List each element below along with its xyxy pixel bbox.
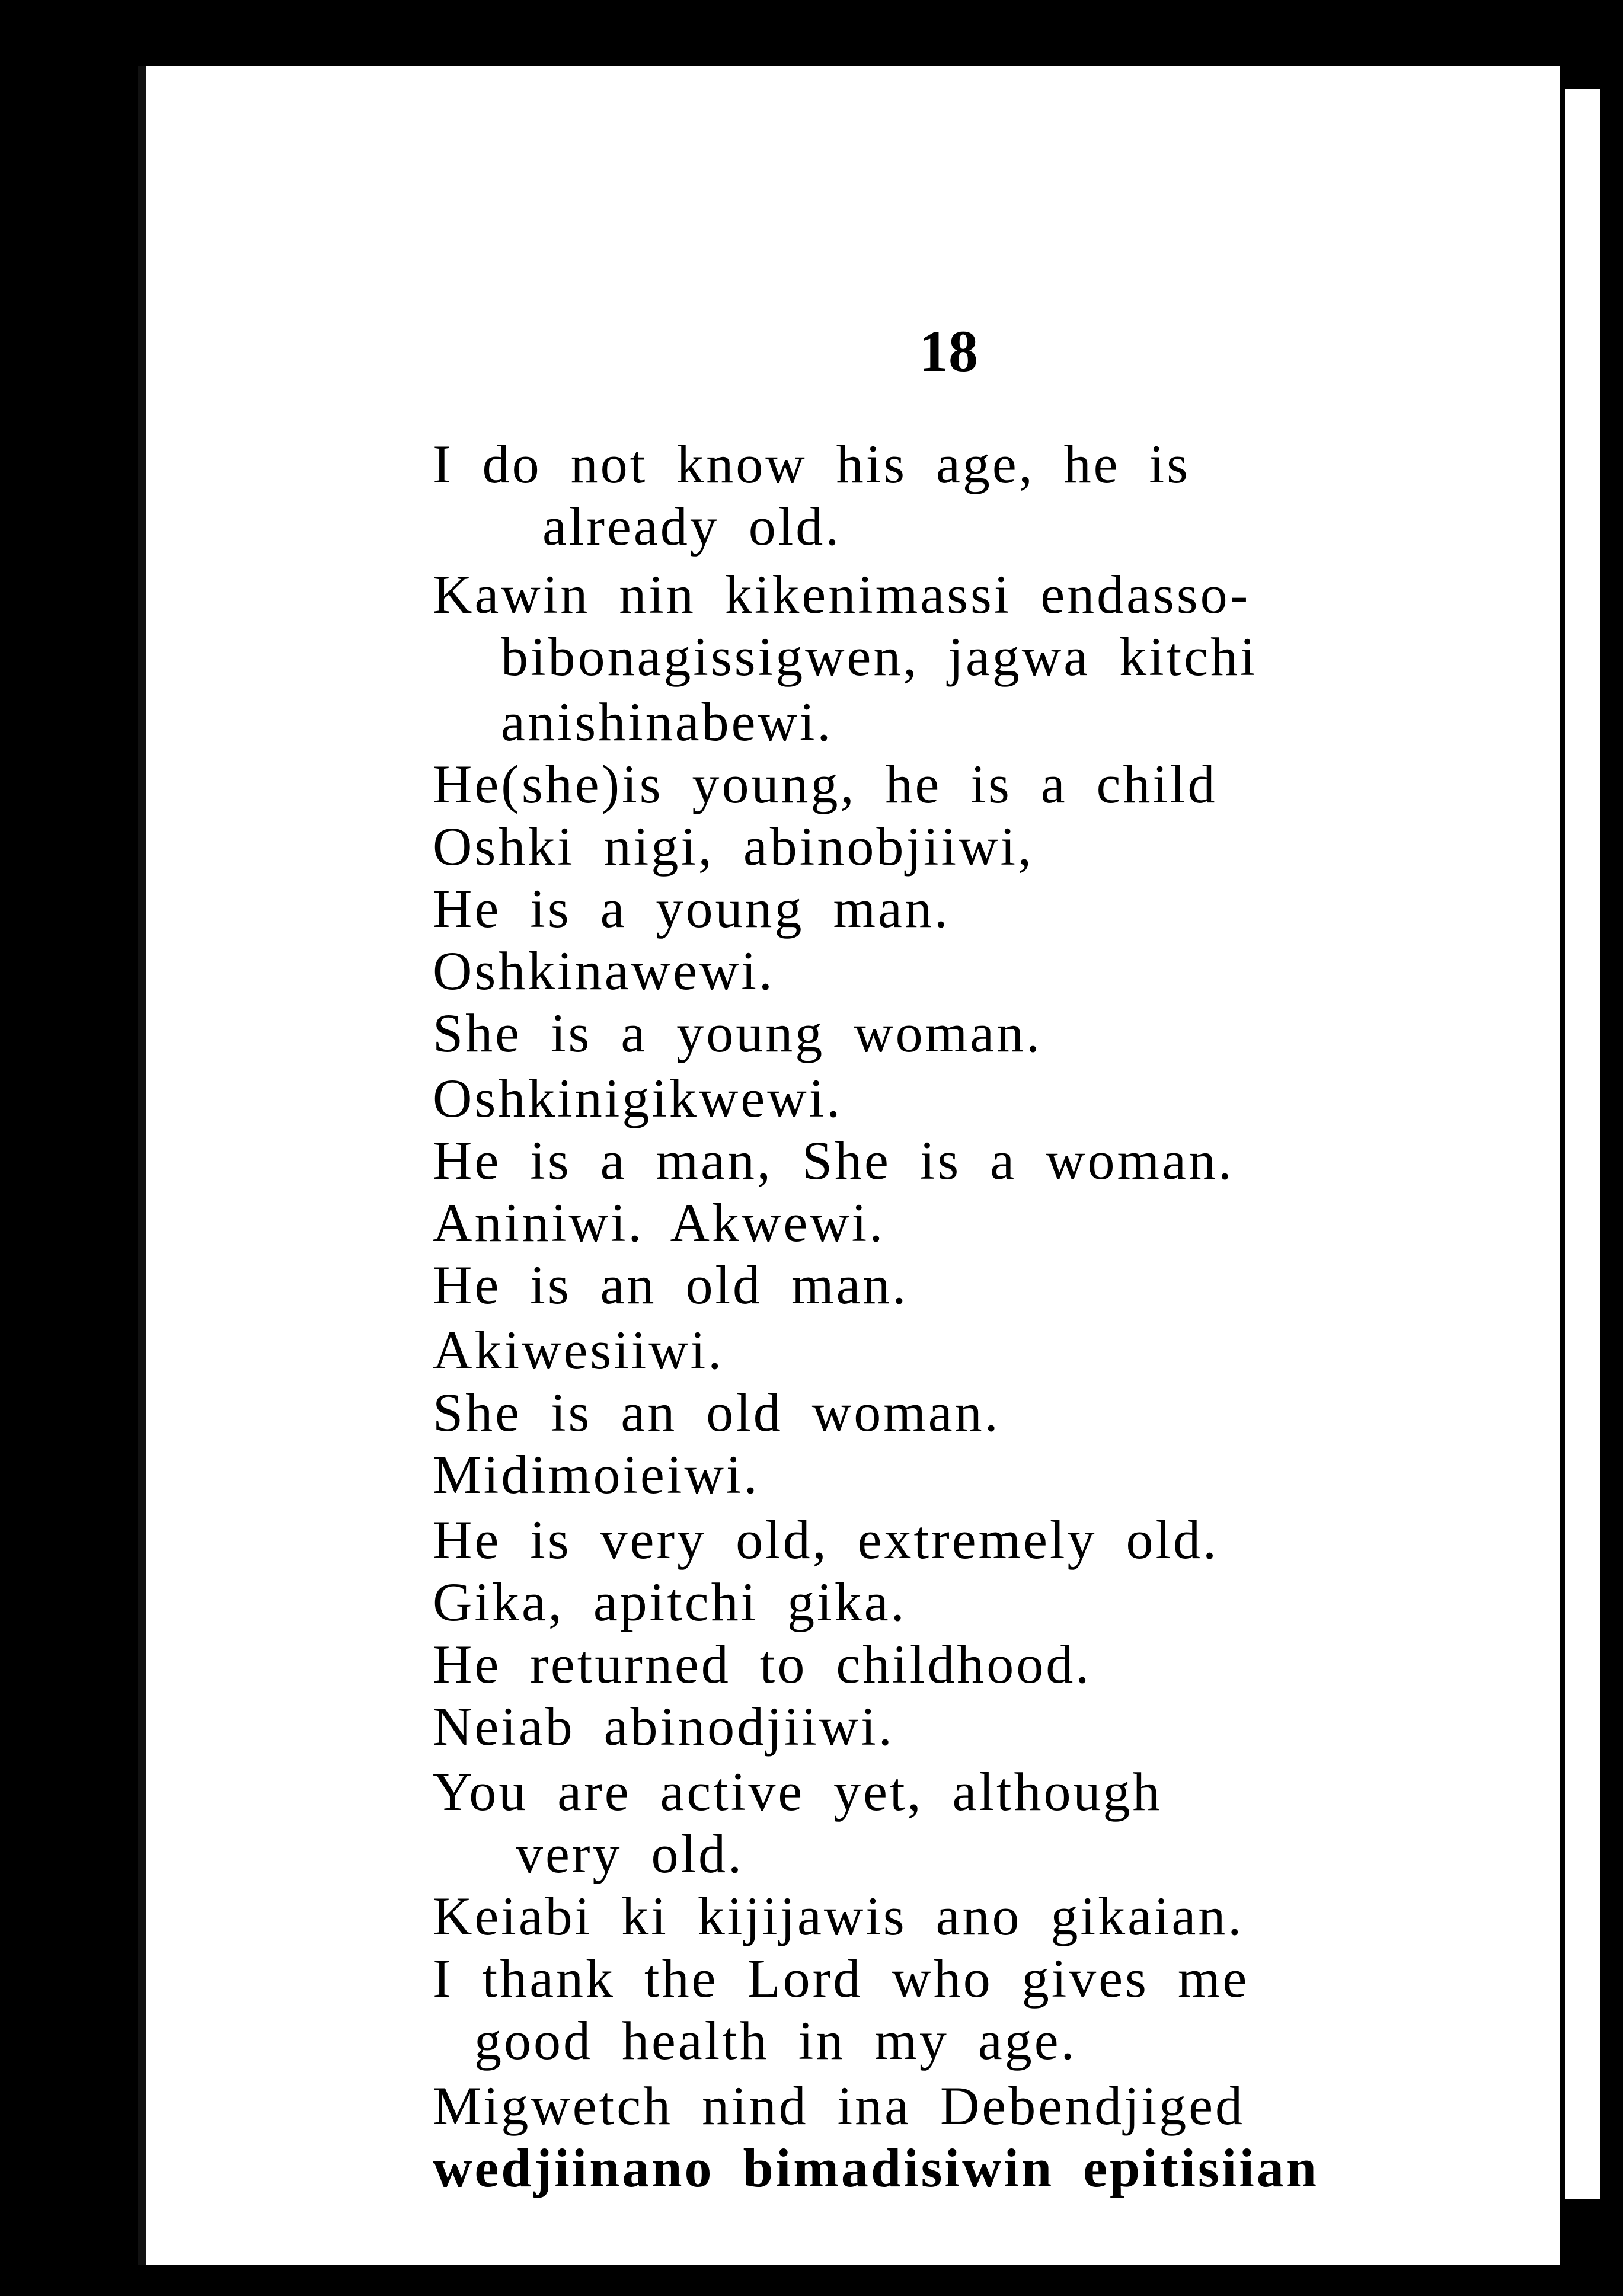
text-line: Oshkinigikwewi. bbox=[433, 1068, 843, 1128]
text-line: anishinabewi. bbox=[501, 692, 833, 752]
text-line: Midimoieiwi. bbox=[433, 1444, 760, 1505]
text-line: Oshki nigi, abinobjiiwi, bbox=[433, 816, 1034, 877]
text-line: bibonagissigwen, jagwa kitchi bbox=[501, 626, 1258, 687]
text-line: Oshkinawewi. bbox=[433, 941, 775, 1001]
text-line: already old. bbox=[542, 496, 842, 557]
text-line: Keiabi ki kijijawis ano gikaian. bbox=[433, 1886, 1244, 1946]
text-line: very old. bbox=[516, 1824, 745, 1884]
text-line: He is a man, She is a woman. bbox=[433, 1130, 1234, 1191]
text-line: Aniniwi. Akwewi. bbox=[433, 1192, 886, 1253]
text-line: I thank the Lord who gives me bbox=[433, 1948, 1250, 2009]
text-line: You are active yet, although bbox=[433, 1761, 1162, 1822]
text-line: Kawin nin kikenimassi endasso- bbox=[433, 564, 1251, 625]
text-line: He returned to childhood. bbox=[433, 1634, 1092, 1694]
text-line: wedjiinano bimadisiwin epitisiian bbox=[433, 2138, 1319, 2198]
text-line: good health in my age. bbox=[474, 2010, 1077, 2071]
text-line: I do not know his age, he is bbox=[433, 434, 1190, 494]
text-line: Akiwesiiwi. bbox=[433, 1320, 724, 1380]
text-line: She is an old woman. bbox=[433, 1382, 1001, 1443]
text-line: Neiab abinodjiiwi. bbox=[433, 1696, 894, 1757]
text-line: He is a young man. bbox=[433, 878, 950, 939]
text-line: He(she)is young, he is a child bbox=[433, 754, 1218, 814]
text-line: He is very old, extremely old. bbox=[433, 1510, 1219, 1570]
text-line: Migwetch nind ina Debendjiged bbox=[433, 2076, 1245, 2136]
text-line: Gika, apitchi gika. bbox=[433, 1572, 907, 1632]
text-line: He is an old man. bbox=[433, 1255, 909, 1315]
text-line: She is a young woman. bbox=[433, 1003, 1043, 1063]
page-number: 18 bbox=[919, 318, 978, 384]
adjacent-page-edge bbox=[1565, 89, 1600, 2199]
